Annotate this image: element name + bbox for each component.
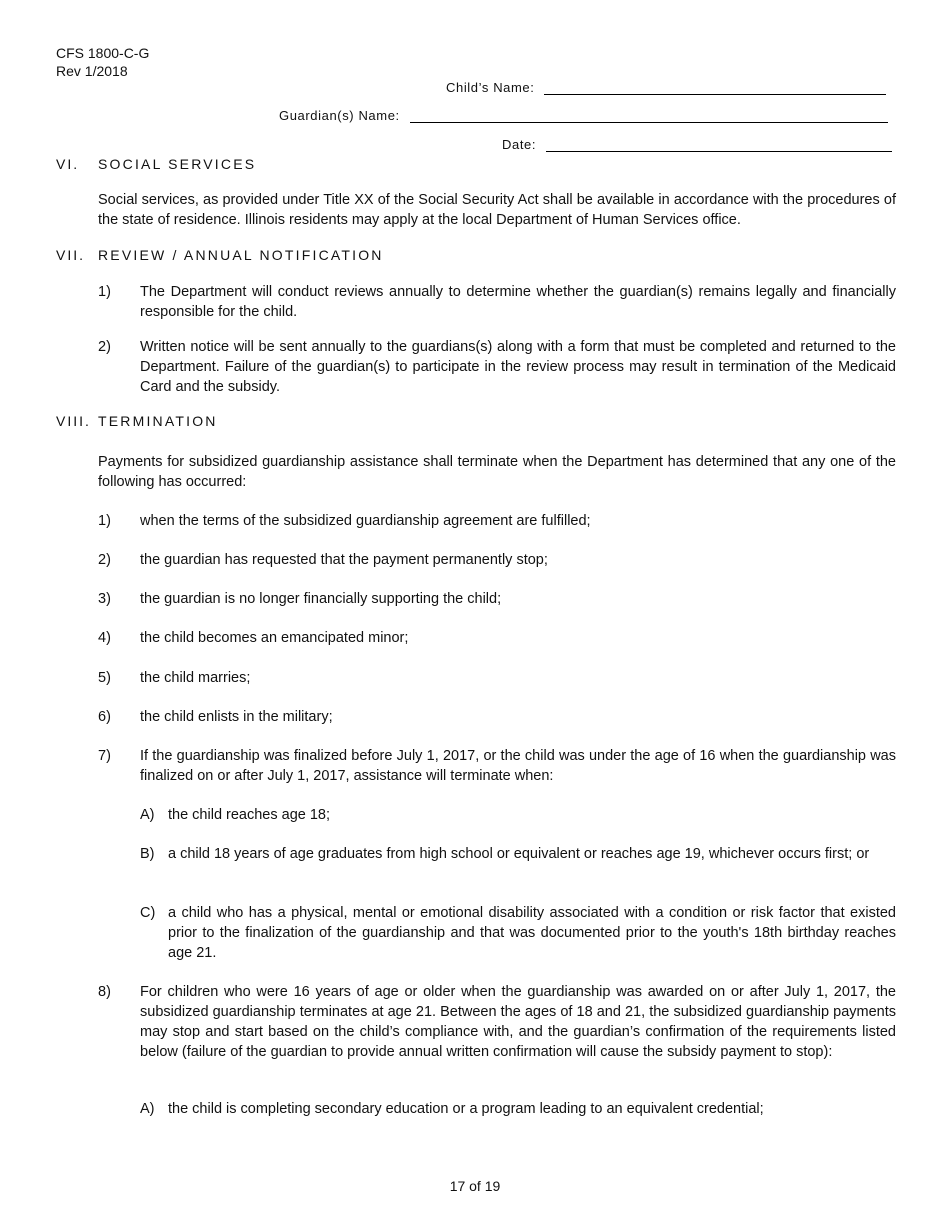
sub-list-item-letter: B) (140, 846, 155, 862)
form-identifier (56, 44, 149, 80)
list-item-text: The Department will conduct reviews annually to determine whether the guardian(s) remains legally and financially responsible for the child. (140, 284, 896, 320)
list-item-number: 1) (98, 284, 111, 300)
section-vii-number: VII. (56, 247, 86, 263)
list-item-number: 4) (98, 630, 111, 646)
list-item (98, 628, 896, 648)
form-number: CFS 1800-C-G (56, 45, 150, 61)
sub-list-item-letter: C) (140, 905, 156, 921)
list-item-number: 8) (98, 984, 111, 1000)
section-viii-heading (56, 413, 218, 429)
date-line[interactable] (546, 137, 892, 152)
list-item (98, 707, 896, 727)
list-item (98, 589, 896, 609)
sub-list-item-text: a child 18 years of age graduates from high school or equivalent or reaches age 19, whichever occurs first; or (168, 846, 870, 862)
sub-list-item-text: the child is completing secondary education or a program leading to an equivalent credential; (168, 1101, 764, 1117)
sub-list-item (140, 844, 896, 864)
guardians-name-field (279, 108, 888, 123)
list-item-text: the guardian has requested that the payment permanently stop; (140, 552, 548, 568)
list-item-number: 1) (98, 513, 111, 529)
list-item-text: For children who were 16 years of age or older when the guardianship was awarded on or after July 1, 2017, the subsidized guardianship terminates at age 21. Between the ages of 18 and 21, the subsidized guardianship payments may stop and start based on the child’s compliance with, and the guardian’s confirmation of the requirements listed below (failure of the guardian to provide annual written confirmation will cause the subsidy payment to stop): (140, 984, 896, 1060)
list-item-number: 2) (98, 552, 111, 568)
sub-list-item (140, 1099, 896, 1119)
list-item-text: the child enlists in the military; (140, 709, 333, 725)
list-item (98, 511, 896, 531)
list-item (98, 337, 896, 397)
list-item-number: 2) (98, 339, 111, 355)
date-field (502, 137, 892, 152)
date-label: Date: (502, 137, 537, 152)
sub-list-item (140, 805, 896, 825)
childs-name-label: Child’s Name: (446, 80, 535, 95)
list-item-text: when the terms of the subsidized guardianship agreement are fulfilled; (140, 513, 591, 529)
section-vi-heading (56, 156, 256, 172)
guardians-name-label: Guardian(s) Name: (279, 108, 400, 123)
list-item-text: Written notice will be sent annually to the guardians(s) along with a form that must be completed and returned to the Department. Failure of the guardian(s) to participate in the review process may result in termination of the Medicaid Card and the subsidy. (140, 339, 896, 395)
page-number: 17 of 19 (449, 1178, 501, 1194)
list-item-number: 5) (98, 670, 111, 686)
list-item-text: the guardian is no longer financially supporting the child; (140, 591, 502, 607)
section-vi-text: Social services, as provided under Title XX of the Social Security Act shall be available in accordance with the procedures of the state of residence. Illinois residents may apply at the local Department of Human Services office. (98, 192, 896, 228)
sub-list-item (140, 903, 896, 963)
list-item-number: 6) (98, 709, 111, 725)
childs-name-field (446, 80, 886, 95)
form-revision: Rev 1/2018 (56, 63, 128, 79)
list-item-number: 3) (98, 591, 111, 607)
list-item (98, 282, 896, 322)
section-vii-title: REVIEW / ANNUAL NOTIFICATION (98, 247, 384, 263)
sub-list-item-letter: A) (140, 807, 155, 823)
list-item (98, 550, 896, 570)
guardians-name-line[interactable] (410, 108, 888, 123)
section-viii-number: VIII. (56, 413, 91, 429)
sub-list-item-text: the child reaches age 18; (168, 807, 331, 823)
section-vii-heading (56, 247, 384, 263)
list-item-text: the child becomes an emancipated minor; (140, 630, 409, 646)
list-item (98, 668, 896, 688)
list-item-text: the child marries; (140, 670, 251, 686)
childs-name-line[interactable] (544, 80, 886, 95)
list-item (98, 746, 896, 786)
section-vi-number: VI. (56, 156, 80, 172)
list-item (98, 982, 896, 1062)
list-item-number: 7) (98, 748, 111, 764)
sub-list-item-text: a child who has a physical, mental or emotional disability associated with a condition or risk factor that existed prior to the finalization of the guardianship and that was documented prior to the youth's 18th birthday reaches age 21. (168, 905, 896, 961)
list-item-text: If the guardianship was finalized before July 1, 2017, or the child was under the age of 16 when the guardianship was finalized on or after July 1, 2017, assistance will terminate when: (140, 748, 896, 784)
section-vi-title: SOCIAL SERVICES (98, 156, 257, 172)
section-viii-intro: Payments for subsidized guardianship assistance shall terminate when the Department has determined that any one of the following has occurred: (98, 454, 896, 490)
section-viii-title: TERMINATION (98, 413, 218, 429)
sub-list-item-letter: A) (140, 1101, 155, 1117)
